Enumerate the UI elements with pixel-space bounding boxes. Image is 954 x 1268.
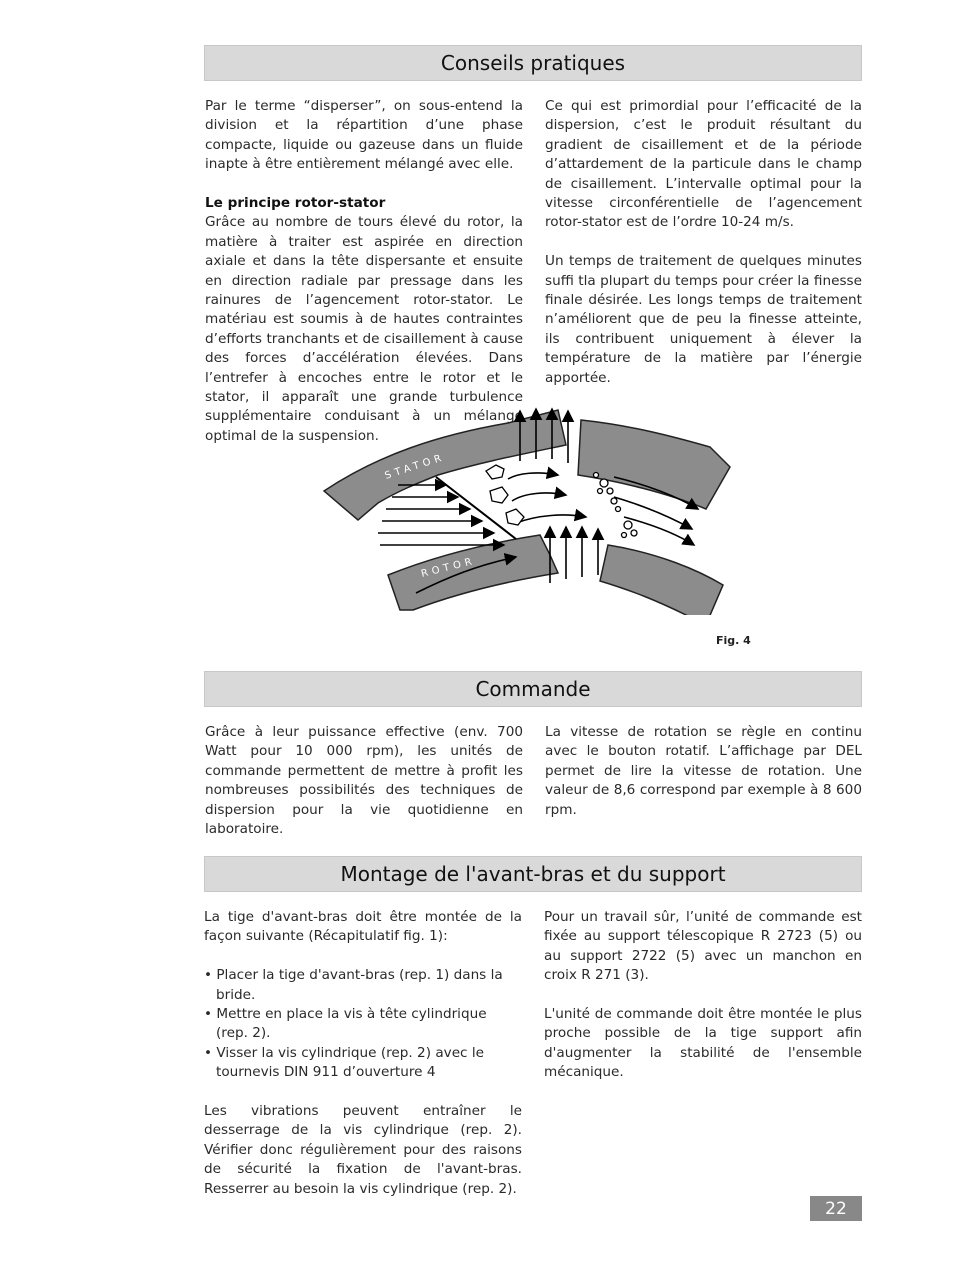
section-title: Montage de l'avant-bras et du support (340, 862, 726, 886)
rotor-left-block (388, 535, 558, 610)
stator-label: STATOR (383, 452, 447, 482)
section-header-conseils (204, 45, 862, 81)
figure-caption: Fig. 4 (716, 634, 751, 647)
subheading: Le principe rotor-stator (205, 195, 386, 212)
list-item: • Mettre en place la vis à tête cylindrique (rep. 2). (204, 1006, 487, 1042)
stator-left-block (324, 410, 566, 520)
rotor-label: ROTOR (420, 555, 477, 580)
section-header-commande (204, 671, 862, 707)
paragraph: L'unité de commande doit être montée le plus proche possible de la tige support afin d'augmenter la stabilité de l'ensemble mécanique. (544, 1006, 862, 1081)
montage-right-column (544, 908, 862, 1083)
paragraph: Ce qui est primordial pour l’efficacité de la dispersion, c’est le produit résultant du gradient de cisaillement et de la période d’attardement de la particule dans le champ de cisaillement. L’intervalle optimal pour la vitesse circonférentielle de l’agencement rotor-stator est de l’ordre 10-24 m/s. (545, 98, 862, 231)
rotor-right-block (600, 545, 723, 615)
page-number (810, 1196, 862, 1221)
instruction-list (204, 966, 522, 1082)
paragraph: Pour un travail sûr, l’unité de commande est fixée au support télescopique R 2723 (5) ou au support 2722 (5) avec un manchon en croix R 271 (3). (544, 909, 862, 984)
list-item: • Visser la vis cylindrique (rep. 2) avec le tournevis DIN 911 d’ouverture 4 (204, 1044, 484, 1081)
section-title: Conseils pratiques (440, 51, 626, 75)
list-item: • Placer la tige d'avant-bras (rep. 1) dans la bride. (204, 967, 503, 1003)
montage-left-column (204, 908, 522, 1199)
paragraph: Les vibrations peuvent entraîner le desserrage de la vis cylindrique (rep. 2). Vérifier donc régulièrement pour des raisons de sécurité la fixation de l'avant-bras. Resserrer au besoin la vis cylindrique (rep. 2). (204, 1103, 522, 1197)
rotor-stator-diagram (318, 405, 738, 615)
paragraph: La tige d'avant-bras doit être montée de la façon suivante (Récapitulatif fig. 1): (204, 909, 522, 945)
paragraph: Un temps de traitement de quelques minutes suffi tla plupart du temps pour créer la finesse finale désirée. Les longs temps de traitement n’améliorent que de peu la finesse atteinte, ils contribuent uniquement à élever la température de la matière par l’énergie apportée. (545, 253, 862, 386)
stator-right-block (578, 420, 730, 509)
conseils-right-column (545, 97, 862, 388)
paragraph: Grâce au nombre de tours élevé du rotor, la matière à traiter est aspirée en direction axiale et dans la tête dispersante et ensuite en direction radiale par pressage dans les rainures de l’agencement rotor-stator. Le matériau est soumis à de hautes contraintes d’efforts tranchants et de cisaillement à cause des forces d’accélération élevées. Dans l’entrefer à encoches entre le rotor et le stator, il apparaît une grande turbulence supplémentaire conduisant à un mélange optimal de la suspension. (205, 214, 523, 444)
page-number-text: 22 (825, 1198, 847, 1219)
conseils-left-column (205, 97, 523, 446)
commande-right-column (545, 723, 862, 820)
section-title: Commande (475, 677, 591, 701)
paragraph: La vitesse de rotation se règle en continu avec le bouton rotatif. L’affichage par DEL permet de lire la vitesse de rotation. Une valeur de 8,6 correspond par exemple à 8 600 rpm. (545, 724, 862, 818)
paragraph: Grâce à leur puissance effective (env. 700 Watt pour 10 000 rpm), les unités de commande permettent de mettre à profit les nombreuses possibilités des techniques de dispersion pour la vie quotidienne en laboratoire. (205, 724, 523, 838)
paragraph: Par le terme “disperser”, on sous-entend la division et la répartition d’une phase compacte, liquide ou gazeuse dans un fluide inapte à être entièrement mélangé avec elle. (205, 98, 523, 173)
section-header-montage (204, 856, 862, 892)
commande-left-column (205, 723, 523, 839)
